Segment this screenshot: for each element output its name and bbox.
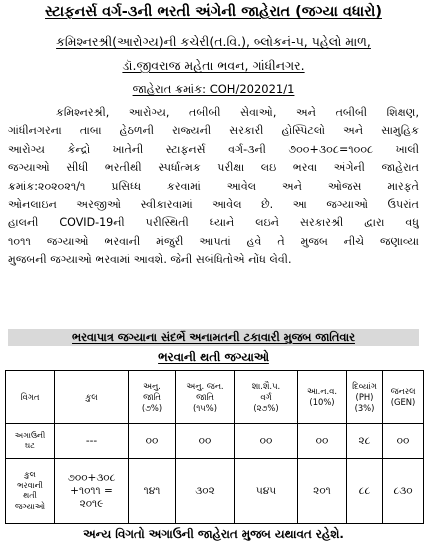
paragraph-line: ઓનલાઇન અરજીઓ સ્વીકારવામાં આવેલ છે. આ જગ્યાઓ ઉપરાંત: [8, 198, 419, 212]
value-cell: ૮૩૦: [383, 459, 424, 524]
value-cell: ૫૪૫: [235, 459, 298, 524]
header-cell: [235, 371, 298, 424]
paragraph-line: ક્રમાંક:૨૦૨૦૨૧/૧ પ્રસિધ્ધ કરવામાં આવેલ અને ઓજસ મારફતે: [8, 179, 419, 193]
header-line: જનરલ: [390, 386, 416, 396]
header-cell: [55, 371, 129, 424]
header-cell: [298, 371, 347, 424]
paragraph-line: હાલની COVID-19ની પરીસ્થિતી ધ્યાને લઇને સરકારશ્રી દ્વારા વધુ: [8, 216, 419, 230]
page-title: સ્ટાફનર્સ વર્ગ-૩ની ભરતી અંગેની જાહેરાત (જગ્યા વધારો): [45, 4, 382, 20]
header-line: આ.ન.વ.: [306, 386, 338, 396]
paragraph-line: મુજબની જગ્યાઓ ભરવામાં આવશે. જેની સબંધિતોએ નોંધ લેવી.: [8, 253, 292, 267]
value-cell: ૨૮: [347, 424, 383, 459]
header-line: શા.શૈ.પ.: [251, 380, 281, 391]
value-cell: ૨૦૧: [298, 459, 347, 524]
section-subtitle: [0, 350, 427, 365]
section-banner: [8, 329, 419, 346]
value-cell: ૦૦: [383, 424, 424, 459]
total-line: ૭૦૦+૩૦૮: [67, 471, 116, 484]
section-banner-text: ભરવાપાત્ર જગ્યાના સંદર્ભે અનામતની ટકાવારી મુજબ જાતિવાર: [72, 331, 355, 344]
header-line: વિગત: [20, 391, 40, 402]
notice-paragraph: [8, 104, 419, 270]
header-line: જાતિ: [143, 391, 161, 402]
header-line: (૨૭%): [253, 402, 279, 413]
header-cell: [6, 371, 55, 424]
header-line: (GEN): [390, 397, 416, 407]
paragraph-line: આરોગ્ય કેન્દ્રો ખાતેની સ્ટાફનર્સ વર્ગ-૩ની ૭૦૦+૩૦૮=૧૦૦૮ ખાલી: [8, 142, 419, 156]
advertisement-number: જાહેરાત ક્રમાંક: COH/202021/1: [132, 82, 295, 96]
value-cell: ૦૦: [176, 424, 235, 459]
header-cell: [347, 371, 383, 424]
header-cell: [129, 371, 176, 424]
total-cell: [55, 459, 129, 524]
section-subtitle-text: ભરવાની થતી જગ્યાઓ: [158, 350, 269, 364]
paragraph-line: કમિશ્નરશ્રી, આરોગ્ય, તબીબી સેવાઓ, અને તબીબી શિક્ષણ,: [56, 106, 419, 119]
header-line: દિવ્યાંગ: [352, 380, 377, 391]
total-line: ---: [85, 434, 98, 447]
value-cell: ૦૦: [129, 424, 176, 459]
header-line: જાતિ: [196, 391, 214, 402]
row-label-line: અગાઉની: [14, 430, 46, 440]
header-line: (PH): [355, 391, 374, 402]
header-line: (૭%): [141, 402, 163, 413]
office-address-line-2: ડૉ.જીવરાજ મહેતા ભવન, ગાંધીનગર.: [122, 58, 305, 73]
row-label-line: થતી: [23, 491, 37, 500]
header-line: (૧૫%): [192, 402, 218, 413]
value-cell: ૩૦૨: [176, 459, 235, 524]
value-cell: ૦૦: [298, 424, 347, 459]
header-line: વર્ગ: [260, 391, 272, 402]
table-row: [6, 459, 424, 524]
footer-note: અન્ય વિગતો અગાઉની જાહેરાત મુજબ યથાવત રહેશે.: [83, 527, 344, 541]
row-label-line: કુલ: [24, 470, 36, 479]
total-cell: [55, 424, 129, 459]
row-label-line: ઘટ: [25, 441, 35, 450]
header-line: (3%): [354, 402, 375, 413]
value-cell: ૦૦: [235, 424, 298, 459]
header-cell: [176, 371, 235, 424]
header-line: અનુ. જન.: [186, 380, 224, 391]
value-cell: ૮૮: [347, 459, 383, 524]
row-label-line: ભરવાની: [17, 480, 43, 490]
value-cell: ૧૪૧: [129, 459, 176, 524]
header-line: કુલ: [85, 391, 98, 402]
paragraph-line: ૧૦૧૧ જગ્યાઓ ભરવાની મંજુરી આપતાં હવે તે મુજબ નીચે જણાવ્યા: [8, 234, 419, 248]
office-address-line-1: કમિશ્નરશ્રી(આરોગ્ય)ની કચેરી(ત.વિ.), બ્લોકનં-૫, પહેલો માળ,: [56, 34, 371, 49]
row-label-cell: [6, 424, 55, 459]
vacancy-table: [5, 370, 424, 524]
paragraph-line: ગાંધીનગરના તાબા હેઠળની રાજ્યની સરકારી હોસ્પિટલો અને સામુહિક: [8, 124, 419, 138]
row-label-line: જગ્યાઓ: [14, 501, 46, 511]
table-row: [6, 424, 424, 459]
total-line: ૨૦૧૯: [79, 497, 104, 510]
row-label-cell: [6, 459, 55, 524]
header-cell: [383, 371, 424, 424]
header-line: (10%): [309, 397, 335, 407]
total-line: +૧૦૧૧ =: [70, 484, 113, 497]
table-header-row: [6, 371, 424, 424]
header-line: અનુ.: [143, 380, 161, 391]
paragraph-line: જગ્યાઓ સીધી ભરતીથી સ્પર્ધાત્મક પરીક્ષા લઇ ભરવા અંગેની જાહેરાત: [8, 161, 419, 175]
